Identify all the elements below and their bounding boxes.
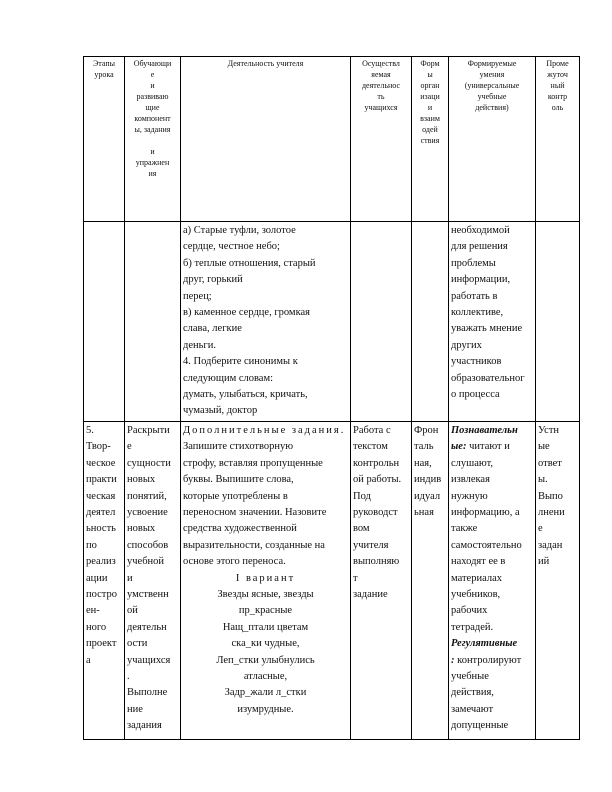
text-line: проблемы [451, 257, 496, 269]
text-line: Деятельность учителя [227, 59, 304, 68]
cognitive-label: Познавательн [451, 424, 518, 436]
regulatory-label-end: : [451, 654, 455, 666]
text-line: Выполне [127, 687, 168, 699]
text-line: ный [550, 81, 565, 90]
text-line: Формируемые [467, 59, 517, 68]
text-line: Фрон [414, 424, 439, 436]
text-line: а [86, 654, 91, 666]
text-line: думать, улыбаться, кричать, [183, 389, 308, 401]
text-line: т [353, 572, 358, 584]
text-line: необходимой [451, 225, 510, 236]
row2-forms-cell [412, 421, 449, 739]
text-line: Под [353, 490, 371, 502]
text-line: Леп_стки улыбнулись [216, 654, 315, 666]
header-teacher-activity [181, 57, 351, 222]
header-interaction-forms [412, 57, 449, 222]
text-line: ия [148, 169, 157, 178]
text-line: ьность [86, 523, 116, 535]
text-line [127, 135, 178, 146]
text-line: 5. [86, 424, 94, 436]
text-line: замечают [451, 703, 494, 715]
text-line: сущности [127, 457, 171, 469]
additional-tasks-heading: Дополнительные задания. [183, 424, 346, 436]
text-line: Задр_жали л_стки [224, 687, 307, 699]
text-line: Запишите стихотворную [183, 441, 294, 453]
text-line: в) каменное сердце, громкая [183, 307, 311, 319]
header-skills [449, 57, 536, 222]
header-stages [84, 57, 125, 222]
text-line: оль [551, 103, 564, 112]
row1-components-cell [125, 222, 181, 422]
text-line: Проме [546, 59, 569, 68]
text-line: ий [538, 556, 550, 568]
text-line: допущенные [451, 720, 509, 732]
text-line: ть [377, 92, 385, 101]
regulatory-skills-text [451, 669, 533, 735]
text-line: ой [127, 605, 138, 617]
text-line: учителя [353, 539, 389, 551]
text-line: Обучающи [133, 59, 172, 68]
text-line: сердце, честное небо; [183, 241, 280, 253]
poem [183, 587, 348, 718]
text-line: изумрудные. [237, 703, 294, 715]
header-student-activity [351, 57, 412, 222]
text-line: понятий, [127, 490, 167, 502]
row2-skills-cell [449, 421, 536, 739]
text-line: Работа с [353, 424, 391, 436]
text-line: одей [422, 125, 438, 134]
text-line: е [538, 523, 543, 535]
text-line: буквы. Выпишите слова, [183, 474, 294, 486]
text-line: друг, горький [183, 274, 243, 286]
text-line: и [150, 147, 155, 156]
text-line: ствия [420, 136, 440, 145]
text-line: жуточ [547, 70, 568, 79]
text-line: действия) [475, 103, 509, 112]
text-line: задания [127, 720, 162, 732]
text-line: информацию, а [451, 506, 520, 518]
row1-teacher-cell [181, 222, 351, 422]
text-line: Звезды ясные, звезды [217, 588, 314, 600]
text-line: ьная [414, 506, 434, 518]
text-line: текстом [353, 441, 388, 453]
text-line: таль [414, 441, 434, 453]
text-line: ой работы. [353, 474, 402, 486]
text-line: ые [538, 441, 550, 453]
text-line: самостоятельно [451, 539, 522, 551]
text-line: ы, задания [134, 125, 171, 134]
text-line: учащихся [127, 654, 171, 666]
text-line: чумазый, доктор [183, 405, 258, 417]
text-line: а) Старые туфли, золотое [183, 225, 296, 236]
text-line: Устн [538, 424, 560, 436]
row1-skills-cell [449, 222, 536, 422]
text-line: образовательног [451, 372, 525, 384]
text-line: учащихся [364, 103, 398, 112]
text-line: материалах [451, 572, 502, 584]
row1-stage-cell [84, 222, 125, 422]
text-line: ы [427, 70, 433, 79]
header-components [125, 57, 181, 222]
text-line: взаим [420, 114, 440, 123]
text-line: выполняю [353, 556, 400, 568]
text-line: постро [86, 588, 118, 600]
text-line: информации, [451, 274, 511, 286]
text-line: деятельнос [361, 81, 401, 90]
text-line: вом [353, 523, 370, 535]
text-line: Нащ_птали цветам [222, 621, 309, 633]
row2-stage-cell [84, 421, 125, 739]
text-line: способов [127, 539, 169, 551]
text-line: ние [127, 703, 143, 715]
text-line: которые употреблены в [183, 490, 288, 502]
text-line: деньги. [183, 339, 216, 351]
text-line: и [127, 572, 133, 584]
cognitive-skills-text [451, 456, 533, 636]
text-line: Твор- [86, 441, 111, 453]
text-line: ен- [86, 605, 100, 617]
text-line: для решения [451, 241, 508, 253]
text-line: по [86, 539, 97, 551]
text-line: проект [86, 638, 117, 650]
text-line: находят ее в [451, 556, 506, 568]
text-line: б) теплые отношения, старый [183, 257, 316, 269]
row1-control-cell [536, 222, 580, 422]
text-line: Осуществл [362, 59, 400, 68]
table-row [84, 421, 580, 739]
text-line: е [127, 441, 132, 453]
text-line: задание [353, 588, 388, 600]
text-line: рабочих [451, 605, 488, 617]
text-line: Форм [420, 59, 440, 68]
text-line: Этапы [93, 59, 115, 68]
text-line: уважать мнение [451, 323, 523, 335]
text-line: ческая [86, 490, 116, 502]
text-line: умения [479, 70, 505, 79]
text-line: работать в [451, 290, 498, 302]
text-line: новых [127, 474, 156, 486]
text-line: усвоение [127, 506, 168, 518]
text-line: ска_ки чудные, [231, 638, 300, 650]
row1-forms-cell [412, 222, 449, 422]
text-line: ческое [86, 457, 116, 469]
text-line: контрольн [353, 457, 400, 469]
text-line: учебников, [451, 588, 501, 600]
cognitive-first: читают и [466, 441, 510, 453]
text-line: Выпо [538, 490, 563, 502]
regulatory-first: контролируют [454, 654, 522, 666]
text-line: ости [127, 638, 148, 650]
text-line: ответ [538, 457, 562, 469]
text-line: переносном значении. Назовите [183, 506, 327, 518]
text-line: учебные [451, 670, 489, 682]
text-line: учебной [127, 556, 165, 568]
text-line: и [150, 81, 155, 90]
text-line: индив [414, 474, 442, 486]
text-line: и [427, 103, 433, 112]
text-line: строфу, вставляя пропущенные [183, 457, 323, 469]
text-line: задан [538, 539, 563, 551]
text-line: ации [86, 572, 108, 584]
lesson-plan-table [83, 56, 580, 740]
text-line: новых [127, 523, 156, 535]
text-line: щие [145, 103, 160, 112]
text-line: компонент [134, 114, 171, 123]
text-line: других [451, 339, 482, 351]
text-line: пр_красные [238, 605, 293, 617]
row2-control-cell [536, 421, 580, 739]
text-line: (универсальные [464, 81, 520, 90]
text-line: перец; [183, 290, 212, 302]
text-line: выразительности, созданные на [183, 539, 325, 551]
text-line: умственн [127, 588, 169, 600]
text-line: ного [86, 621, 107, 633]
text-line: извлекая [451, 474, 490, 486]
text-line: развиваю [136, 92, 169, 101]
text-line: деятельн [127, 621, 167, 633]
text-line: орган [420, 81, 440, 90]
text-line: изаци [420, 92, 440, 101]
text-line: практи [86, 474, 117, 486]
text-line: деятел [86, 506, 116, 518]
text-line: действия, [451, 687, 494, 699]
text-line: участников [451, 356, 502, 368]
text-line: нужную [451, 490, 488, 502]
header-control [536, 57, 580, 222]
text-line: лнени [538, 506, 565, 518]
row1-student-cell [351, 222, 412, 422]
regulatory-label: Регулятивные [451, 638, 518, 650]
text-line: реализ [86, 556, 116, 568]
variant-label: I вариант [235, 572, 296, 584]
text-line: слава, легкие [183, 323, 242, 335]
text-line: 4. Подберите синонимы к [183, 356, 298, 368]
text-line: упражнен [135, 158, 170, 167]
text-line: атласные, [243, 670, 288, 682]
text-line: коллективе, [451, 307, 504, 319]
text-line: ы. [538, 474, 548, 486]
text-line: Раскрыти [127, 424, 170, 436]
text-line: е [150, 70, 155, 79]
row2-student-cell [351, 421, 412, 739]
text-line: также [451, 523, 478, 535]
text-line: следующим словам: [183, 372, 274, 384]
text-line: слушают, [451, 457, 494, 469]
row2-teacher-cell [181, 421, 351, 739]
text-line: . [127, 670, 130, 682]
text-line: учебные [477, 92, 507, 101]
cognitive-label-end: ые: [451, 441, 467, 453]
text-line: контр [547, 92, 568, 101]
text-line: ная, [414, 457, 432, 469]
table-header-row [84, 57, 580, 222]
text-line: урока [94, 70, 114, 79]
text-line: яемая [371, 70, 391, 79]
text-line: тетрадей. [451, 621, 494, 633]
table-row [84, 222, 580, 422]
text-line: средства художественной [183, 523, 297, 535]
text-line: руководст [353, 506, 398, 518]
text-line: о процесса [451, 389, 500, 401]
text-line: основе этого переноса. [183, 556, 286, 568]
row2-components-cell [125, 421, 181, 739]
text-line: идуал [414, 490, 441, 502]
